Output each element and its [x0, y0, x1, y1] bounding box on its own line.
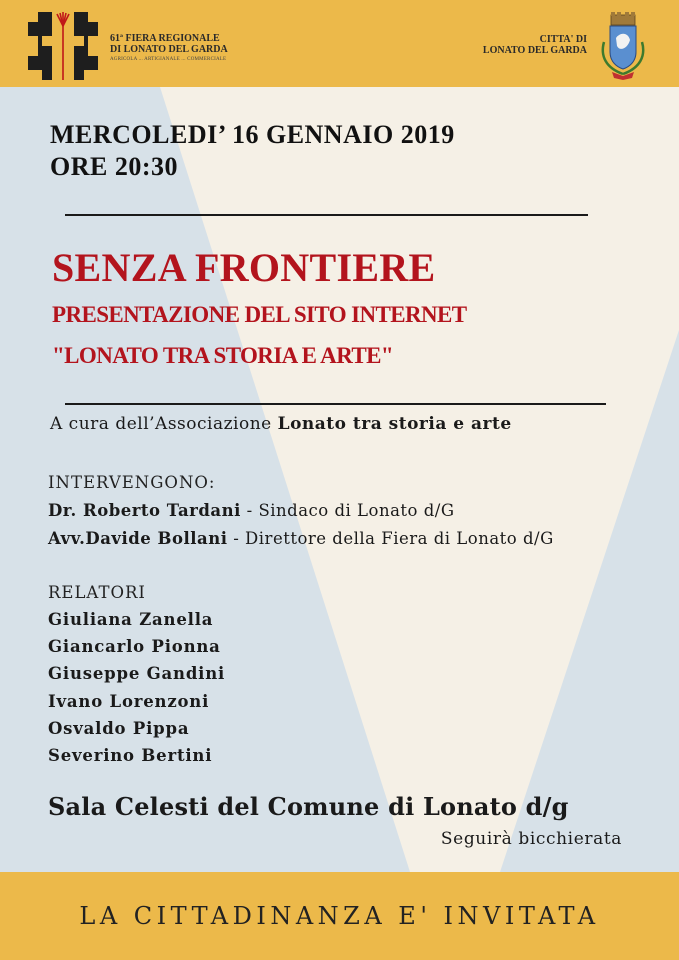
- speaker-name: Avv.Davide Bollani: [48, 529, 228, 548]
- event-subtitle-line1: PRESENTAZIONE DEL SITO INTERNET: [52, 302, 467, 327]
- relatore-item: Giuseppe Gandini: [48, 664, 226, 683]
- drinks-note: Seguirà bicchierata: [440, 829, 622, 849]
- speaker-item: [48, 529, 554, 548]
- relatori-heading: RELATORI: [48, 583, 146, 602]
- event-subtitle-line2: "LONATO TRA STORIA E ARTE": [52, 343, 394, 368]
- speakers-heading: INTERVENGONO:: [48, 473, 216, 492]
- city-title-line2: LONATO DEL GARDA: [482, 45, 587, 56]
- relatore-item: Severino Bertini: [48, 746, 213, 765]
- city-title-line1: CITTA' DI: [539, 34, 587, 45]
- fair-tagline: AGRICOLA ... ARTIGIANALE ... COMMERCIALE: [110, 57, 227, 62]
- divider-bottom: [65, 403, 606, 405]
- curated-by-text: [50, 414, 512, 434]
- relatore-item: Giancarlo Pionna: [48, 637, 221, 656]
- speaker-name: Dr. Roberto Tardani: [48, 501, 241, 520]
- event-title: SENZA FRONTIERE: [52, 245, 436, 290]
- curated-organization: Lonato tra storia e arte: [277, 414, 512, 434]
- event-venue: Sala Celesti del Comune di Lonato d/g: [48, 792, 569, 821]
- curated-prefix: A cura dell’Associazione: [50, 414, 278, 434]
- relatore-item: Giuliana Zanella: [48, 610, 214, 629]
- speaker-role: - Sindaco di Lonato d/G: [240, 501, 455, 520]
- event-time: ORE 20:30: [50, 152, 178, 181]
- speaker-role: - Direttore della Fiera di Lonato d/G: [227, 529, 554, 548]
- event-date: MERCOLEDI’ 16 GENNAIO 2019: [50, 120, 455, 149]
- fair-title-line1: 61ª FIERA REGIONALE: [110, 33, 220, 44]
- fair-title-line2: DI LONATO DEL GARDA: [110, 43, 228, 55]
- divider-top: [65, 214, 588, 216]
- relatore-item: Osvaldo Pippa: [48, 719, 190, 738]
- speaker-item: [48, 501, 455, 520]
- invitation-text: LA CITTADINANZA E' INVITATA: [79, 902, 600, 930]
- relatore-item: Ivano Lorenzoni: [48, 692, 210, 711]
